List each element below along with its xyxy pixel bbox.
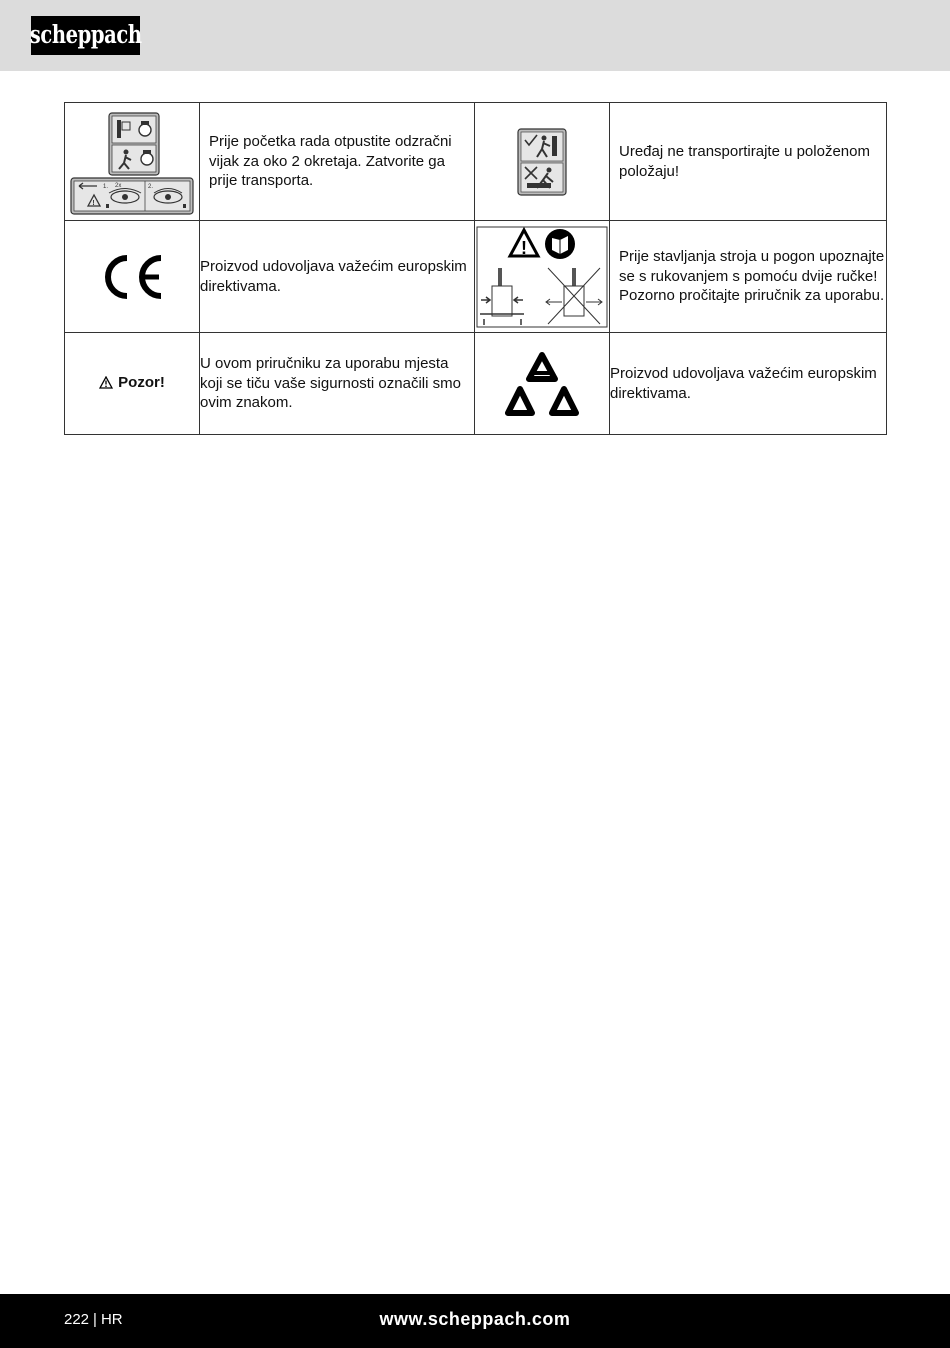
page-footer bbox=[0, 1294, 950, 1348]
svg-text:!: ! bbox=[92, 199, 95, 207]
air-vent-screw-instruction-icon bbox=[65, 103, 200, 221]
ce-conformity-text: Proizvod udovoljava važećim europskim direktivama. bbox=[200, 221, 475, 333]
svg-text:!: ! bbox=[521, 237, 527, 258]
svg-text:2x: 2x bbox=[115, 182, 122, 189]
ce-mark-icon bbox=[65, 221, 200, 333]
table-row bbox=[65, 103, 887, 221]
vent-screw-instruction-text: Prije početka rada otpustite odzračni vijak za oko 2 okretaja. Zatvorite ga prije transporta. bbox=[200, 103, 475, 221]
brand-logo bbox=[31, 16, 140, 55]
transport-upright-icon bbox=[475, 103, 610, 221]
attention-label-text: Pozor! bbox=[118, 373, 165, 391]
table-row bbox=[65, 221, 887, 333]
symbols-table bbox=[64, 102, 887, 435]
eac-mark-icon bbox=[475, 333, 610, 435]
attention-label bbox=[99, 374, 165, 391]
eac-conformity-text: Proizvod udovoljava važećim europskim direktivama. bbox=[610, 333, 887, 435]
page-separator: | bbox=[93, 1311, 97, 1328]
svg-text:1.: 1. bbox=[103, 183, 109, 190]
attention-label-cell bbox=[65, 333, 200, 435]
language-code: HR bbox=[100, 1311, 123, 1328]
svg-text:2.: 2. bbox=[148, 183, 154, 190]
two-hand-operation-warning-icon bbox=[475, 221, 610, 333]
two-hand-operation-text: Prije stavljanja stroja u pogon upoznajte se s rukovanjem s pomoću dvije ručke! Pozorno pročitajte priručnik za uporabu. bbox=[610, 221, 887, 333]
brand-logo-text: scheppach bbox=[29, 20, 142, 49]
warning-triangle-icon bbox=[99, 376, 113, 389]
transport-warning-text: Uređaj ne transportirajte u položenom položaju! bbox=[610, 103, 887, 221]
safety-marking-text: U ovom priručniku za uporabu mjesta koji se tiču vaše sigurnosti označili smo ovim znakom. bbox=[200, 333, 475, 435]
page-header bbox=[0, 0, 950, 71]
website-url: www.scheppach.com bbox=[379, 1309, 571, 1329]
page-number: 222 bbox=[64, 1311, 90, 1328]
table-row bbox=[65, 333, 887, 435]
